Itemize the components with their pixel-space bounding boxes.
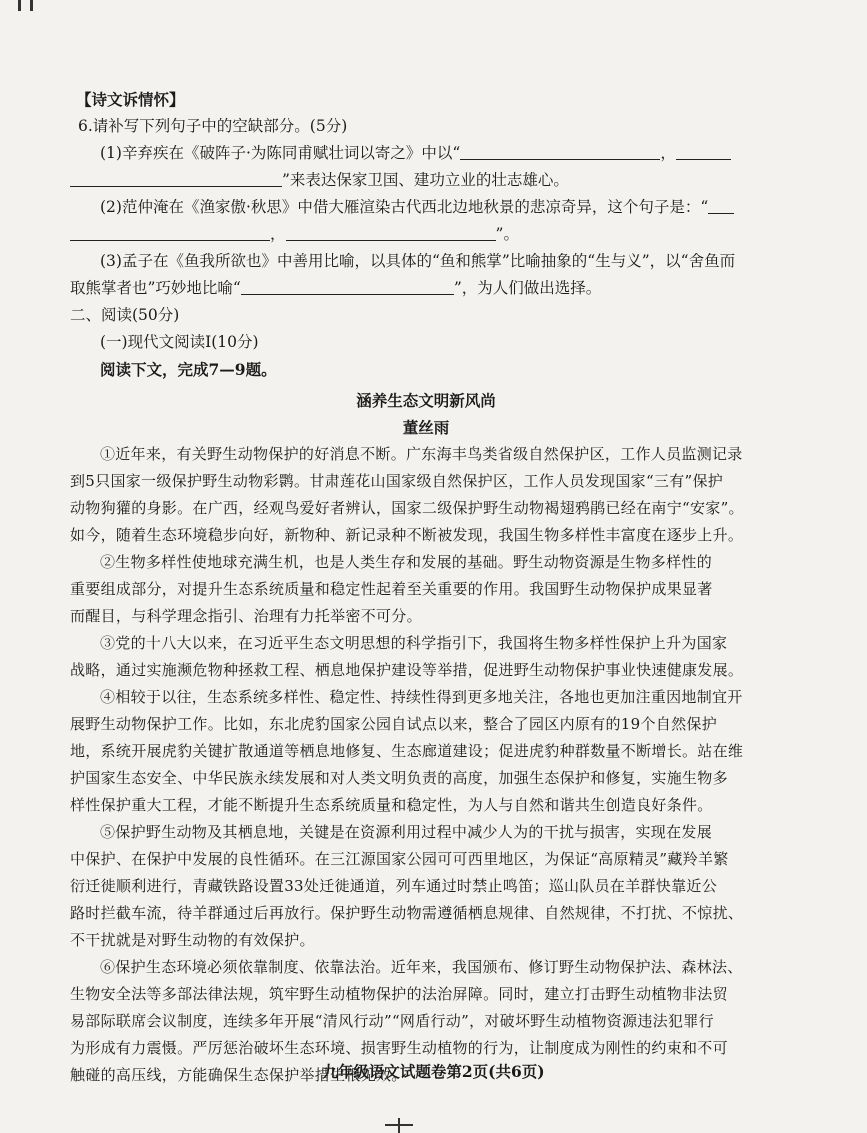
article-line: 衍迁徙顺利进行，青藏铁路设置33处迁徙通道，列车通过时禁止鸣笛；巡山队员在羊群快靠近公	[70, 877, 717, 895]
article-line: 如今，随着生态环境稳步向好，新物种、新记录种不断被发现，我国生物多样性丰富度在逐步上升。	[70, 526, 744, 544]
article-line: 到5只国家一级保护野生动物彩鹮。甘肃莲花山国家级自然保护区，工作人员发现国家“三有”保护	[70, 472, 724, 490]
article-line: 战略，通过实施濒危物种拯救工程、栖息地保护建设等举措，促进野生动物保护事业快速健康发展。	[70, 661, 744, 679]
article-line: 重要组成部分，对提升生态系统质量和稳定性起着至关重要的作用。我国野生动物保护成果显著	[70, 580, 713, 598]
q6-sentence-2-cont	[70, 221, 782, 248]
binding-cross-mark	[385, 1118, 413, 1133]
article-line: 为形成有力震慑。严厉惩治破坏生态环境、损害野生动植物的行为，让制度成为刚性的约束和不可	[70, 1039, 728, 1057]
question-6-title: 6.请补写下列句子中的空缺部分。(5分)	[78, 117, 348, 135]
q6-s2-text-a: (2)范仲淹在《渔家傲·秋思》中借大雁渲染古代西北边地秋景的悲凉奇异，这个句子是：“	[100, 198, 709, 216]
article-line: 生物安全法等多部法律法规，筑牢野生动植物保护的法治屏障。同时，建立打击野生动植物非法贸	[70, 985, 728, 1003]
q6-sentence-1-cont	[70, 167, 782, 194]
article-line: 展野生动物保护工作。比如，东北虎豹国家公园自试点以来，整合了园区内原有的19个自然保护	[70, 715, 717, 733]
q6-sentence-1	[70, 140, 782, 167]
q6-sentence-3: (3)孟子在《鱼我所欲也》中善用比喻，以具体的“鱼和熊掌”比喻抽象的“生与义”，以“舍鱼而	[100, 252, 736, 270]
q6-s2-end: ”。	[495, 225, 519, 243]
article-line: ①近年来，有关野生动物保护的好消息不断。广东海丰鸟类省级自然保护区，工作人员监测记录	[100, 445, 743, 463]
article-line: ⑥保护生态环境必须依靠制度、依靠法治。近年来，我国颁布、修订野生动物保护法、森林法、	[100, 958, 743, 976]
article-line: 样性保护重大工程，才能不断提升生态系统质量和稳定性，为人与自然和谐共生创造良好条件。	[70, 796, 713, 814]
article-line: 易部际联席会议制度，连续多年开展“清风行动”“网盾行动”，对破坏野生动植物资源违法犯罪行	[70, 1012, 714, 1030]
page-footer: 九年级语文试题卷第2页(共6页)	[322, 1062, 545, 1081]
article-author: 董丝雨	[402, 418, 450, 437]
reading-instruction: 阅读下文，完成7—9题。	[100, 360, 277, 379]
answer-blank[interactable]	[460, 143, 660, 160]
answer-blank[interactable]	[286, 224, 496, 241]
article-title: 涵养生态文明新风尚	[356, 391, 496, 410]
answer-blank[interactable]	[708, 197, 734, 214]
article-line: 动物狗獾的身影。在广西，经观鸟爱好者辨认，国家二级保护野生动物褐翅鸦鹃已经在南宁“安家”。	[70, 499, 744, 517]
article-line: 触碰的高压线，方能确保生态保护举措生根见效。	[70, 1066, 407, 1084]
scan-edge-marks	[0, 0, 867, 14]
article-line: 而醒目，与科学理念指引、治理有力托举密不可分。	[70, 607, 422, 625]
answer-blank[interactable]	[676, 143, 731, 160]
article-line: 地，系统开展虎豹关键扩散通道等栖息地修复、生态廊道建设；促进虎豹种群数量不断增长。站在维	[70, 742, 744, 760]
answer-blank[interactable]	[241, 278, 454, 295]
article-line: 中保护、在保护中发展的良性循环。在三江源国家公园可可西里地区，为保证“高原精灵”藏羚羊繁	[70, 850, 729, 868]
article-line: ③党的十八大以来，在习近平生态文明思想的科学指引下，我国将生物多样性保护上升为国家	[100, 634, 728, 652]
q6-sentence-3-cont	[70, 275, 782, 302]
q6-s2-sep: ，	[270, 225, 286, 243]
answer-blank[interactable]	[70, 224, 270, 241]
part-2-title: 二、阅读(50分)	[70, 306, 180, 324]
article-line: ⑤保护野生动物及其栖息地，关键是在资源利用过程中减少人为的干扰与损害，实现在发展	[100, 823, 713, 841]
q6-s3-text-b: 取熊掌者也”巧妙地比喻“	[70, 279, 241, 297]
q6-s3-text-c: ”，为人们做出选择。	[453, 279, 602, 297]
q6-s1-text-b: ”来表达保家卫国、建功立业的壮志雄心。	[282, 171, 569, 189]
q6-s1-text-a: (1)辛弃疾在《破阵子·为陈同甫赋壮词以寄之》中以“	[100, 144, 461, 162]
article-line: 护国家生态安全、中华民族永续发展和对人类文明负责的高度，加强生态保护和修复，实施生物多	[70, 769, 728, 787]
q6-s1-sep: ，	[660, 144, 676, 162]
page-content	[70, 86, 782, 1089]
section-tag: 【诗文诉情怀】	[76, 90, 185, 109]
article-line: ④相较于以往，生态系统多样性、稳定性、持续性得到更多地关注，各地也更加注重因地制宜开	[100, 688, 743, 706]
part-2-subtitle: (一)现代文阅读Ⅰ(10分)	[100, 333, 259, 351]
answer-blank[interactable]	[70, 170, 282, 187]
article-line: 路时拦截车流，待羊群通过后再放行。保护野生动物需遵循栖息规律、自然规律，不打扰、不惊扰、	[70, 904, 744, 922]
article-body	[70, 441, 782, 1089]
article-line: ②生物多样性使地球充满生机，也是人类生存和发展的基础。野生动物资源是生物多样性的	[100, 553, 713, 571]
q6-sentence-2	[70, 194, 782, 221]
article-line: 不干扰就是对野生动物的有效保护。	[70, 931, 315, 949]
